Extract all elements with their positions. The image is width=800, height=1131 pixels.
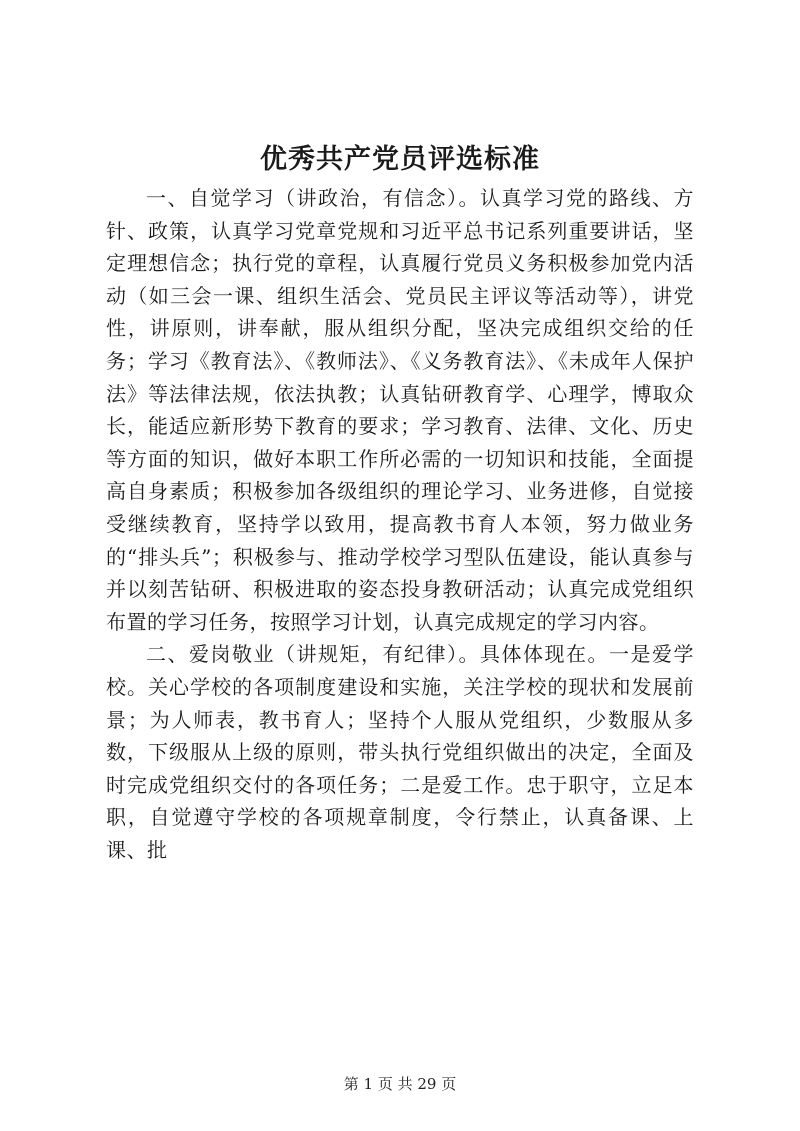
document-body [106,182,694,866]
document-title: 优秀共产党员评选标准 [260,144,540,175]
page-footer: 第 1 页 共 29 页 [343,1075,457,1093]
paragraph-1: 一、自觉学习（讲政治，有信念）。认真学习党的路线、方针、政策，认真学习党章党规和习近平总书记系列重要讲话，坚定理想信念；执行党的章程，认真履行党员义务积极参加党内活动（如三会一课、组织生活会、党员民主评议等活动等），讲党性，讲原则，讲奉献，服从组织分配，坚决完成组织交给的任务；学习《教育法》、《教师法》、《义务教育法》、《未成年人保护法》等法律法规，依法执教；认真钻研教育学、心理学，博取众长，能适应新形势下教育的要求；学习教育、法律、文化、历史等方面的知识，做好本职工作所必需的一切知识和技能，全面提高自身素质；积极参加各级组织的理论学习、业务进修，自觉接受继续教育，坚持学以致用，提高教书育人本领，努力做业务的“排头兵”；积极参与、推动学校学习型队伍建设，能认真参与并以刻苦钻研、积极进取的姿态投身教研活动；认真完成党组织布置的学习任务，按照学习计划，认真完成规定的学习内容。 [106,186,694,634]
paragraph-2: 二、爱岗敬业（讲规矩，有纪律）。具体体现在。一是爱学校。关心学校的各项制度建设和实施，关注学校的现状和发展前景；为人师表，教书育人；坚持个人服从党组织，少数服从多数，下级服从上级的原则，带头执行党组织做出的决定，全面及时完成党组织交付的各项任务；二是爱工作。忠于职守，立足本职，自觉遵守学校的各项规章制度，令行禁止，认真备课、上课、批 [106,642,694,862]
